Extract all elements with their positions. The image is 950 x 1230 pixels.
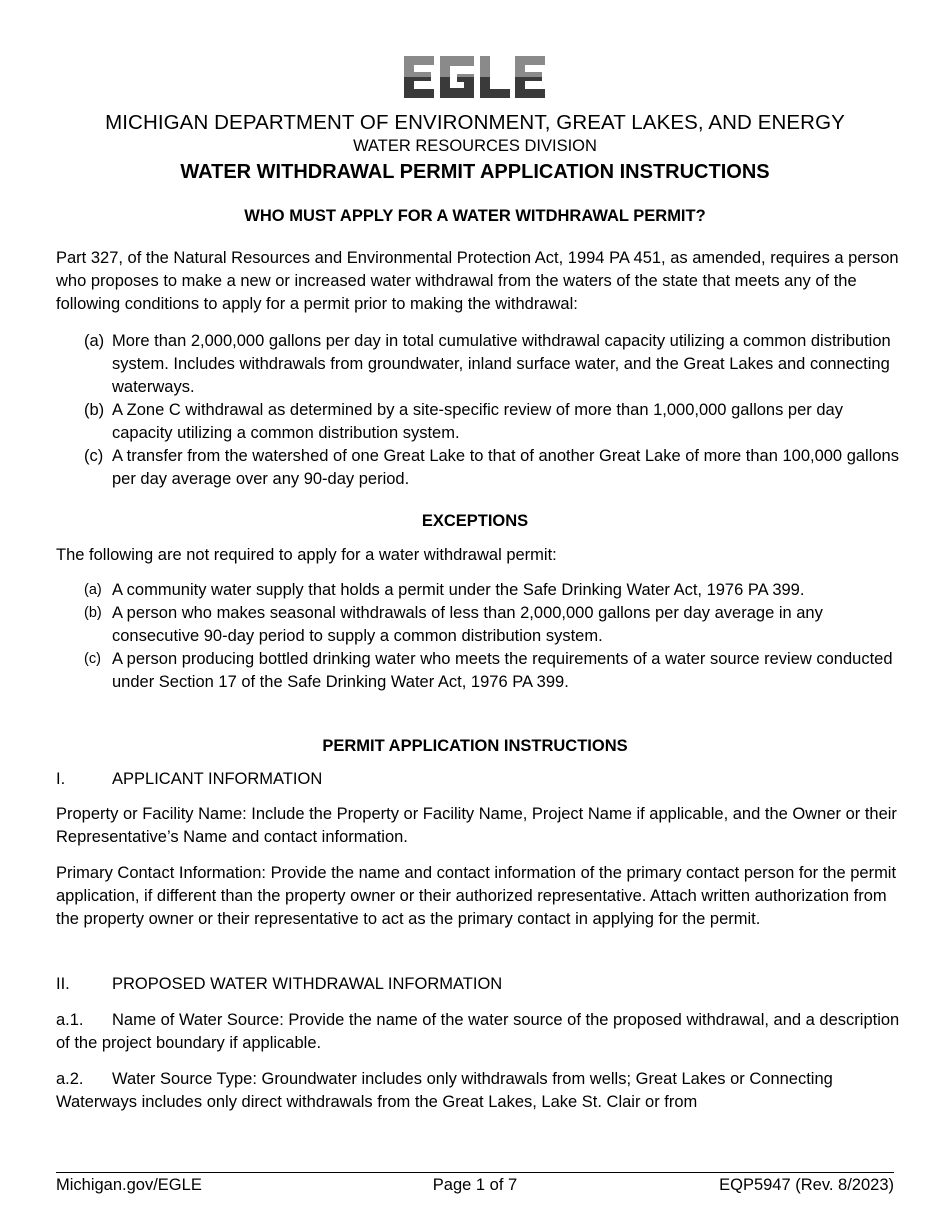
list-marker: (b) <box>84 605 102 621</box>
footer-form-number: EQP5947 (Rev. 8/2023) <box>719 1176 894 1194</box>
property-paragraph: Property or Facility Name: Include the Property or Facility Name, Project Name if applicable, and the Owner or their Representative’s Name and contact information. <box>56 805 897 846</box>
exceptions-list <box>84 579 899 694</box>
list-item-text: More than 2,000,000 gallons per day in total cumulative withdrawal capacity utilizing a common distribution system. Includes withdrawals from groundwater, inland surface water, and the Great Lakes and connecting waterways. <box>112 332 891 396</box>
section-1-heading <box>56 768 322 791</box>
exceptions-intro: The following are not required to apply for a water withdrawal permit: <box>56 546 557 564</box>
footer-divider <box>56 1172 894 1173</box>
section-title: PROPOSED WATER WITHDRAWAL INFORMATION <box>112 975 503 993</box>
list-item <box>84 330 899 399</box>
document-title: WATER WITHDRAWAL PERMIT APPLICATION INSTRUCTIONS <box>180 161 770 183</box>
egle-logo <box>404 56 546 98</box>
list-marker: (b) <box>84 401 105 419</box>
list-item <box>84 602 899 648</box>
division-name: WATER RESOURCES DIVISION <box>353 137 597 155</box>
list-item <box>84 399 899 445</box>
list-item-text: A person who makes seasonal withdrawals of less than 2,000,000 gallons per day average in any consecutive 90-day period to supply a common distribution system. <box>112 604 823 645</box>
list-item <box>84 579 899 602</box>
water-source-type-paragraph <box>56 1068 901 1114</box>
who-intro: Part 327, of the Natural Resources and Environmental Protection Act, 1994 PA 451, as amended, requires a person who proposes to make a new or increased water withdrawal from the waters of the state that meets any of the following conditions to apply for a permit prior to making the withdrawal: <box>56 249 899 313</box>
list-item-text: A community water supply that holds a permit under the Safe Drinking Water Act, 1976 PA 399. <box>112 581 805 599</box>
list-marker: (c) <box>84 447 104 465</box>
who-heading: WHO MUST APPLY FOR A WATER WITDHRAWAL PERMIT? <box>244 207 706 225</box>
item-text: Water Source Type: Groundwater includes only withdrawals from wells; Great Lakes or Connecting Waterways includes only direct withdrawals from the Great Lakes, Lake St. Clair or from <box>56 1070 833 1111</box>
contact-paragraph: Primary Contact Information: Provide the name and contact information of the primary contact person for the permit application, if different than the property owner or their authorized representative. Attach written authorization from the property owner or their representative to act as the primary contact in applying for the permit. <box>56 864 897 928</box>
list-item-text: A person producing bottled drinking water who meets the requirements of a water source review conducted under Section 17 of the Safe Drinking Water Act, 1976 PA 399. <box>112 650 893 691</box>
list-marker: (c) <box>84 651 101 667</box>
list-item-text: A Zone C withdrawal as determined by a site-specific review of more than 1,000,000 gallons per day capacity utilizing a common distribution system. <box>112 401 843 442</box>
list-item <box>84 648 899 694</box>
list-item <box>84 445 899 491</box>
footer-page-number: Page 1 of 7 <box>432 1176 518 1194</box>
list-marker: (a) <box>84 582 102 598</box>
section-number: I. <box>56 770 66 788</box>
list-item-text: A transfer from the watershed of one Great Lake to that of another Great Lake of more than 100,000 gallons per day average over any 90-day period. <box>112 447 899 488</box>
section-number: II. <box>56 975 70 993</box>
item-number: a.1. <box>56 1011 84 1029</box>
section-title: APPLICANT INFORMATION <box>112 770 323 788</box>
item-text: Name of Water Source: Provide the name of the water source of the proposed withdrawal, and a description of the project boundary if applicable. <box>56 1011 900 1052</box>
footer-website: Michigan.gov/EGLE <box>56 1176 202 1194</box>
list-marker: (a) <box>84 332 105 350</box>
exceptions-heading: EXCEPTIONS <box>421 512 529 530</box>
water-source-name-paragraph <box>56 1009 901 1055</box>
section-2-heading <box>56 973 502 996</box>
who-list <box>84 330 899 491</box>
item-number: a.2. <box>56 1070 84 1088</box>
instructions-heading: PERMIT APPLICATION INSTRUCTIONS <box>322 737 628 755</box>
agency-name: MICHIGAN DEPARTMENT OF ENVIRONMENT, GREAT LAKES, AND ENERGY <box>105 111 845 134</box>
